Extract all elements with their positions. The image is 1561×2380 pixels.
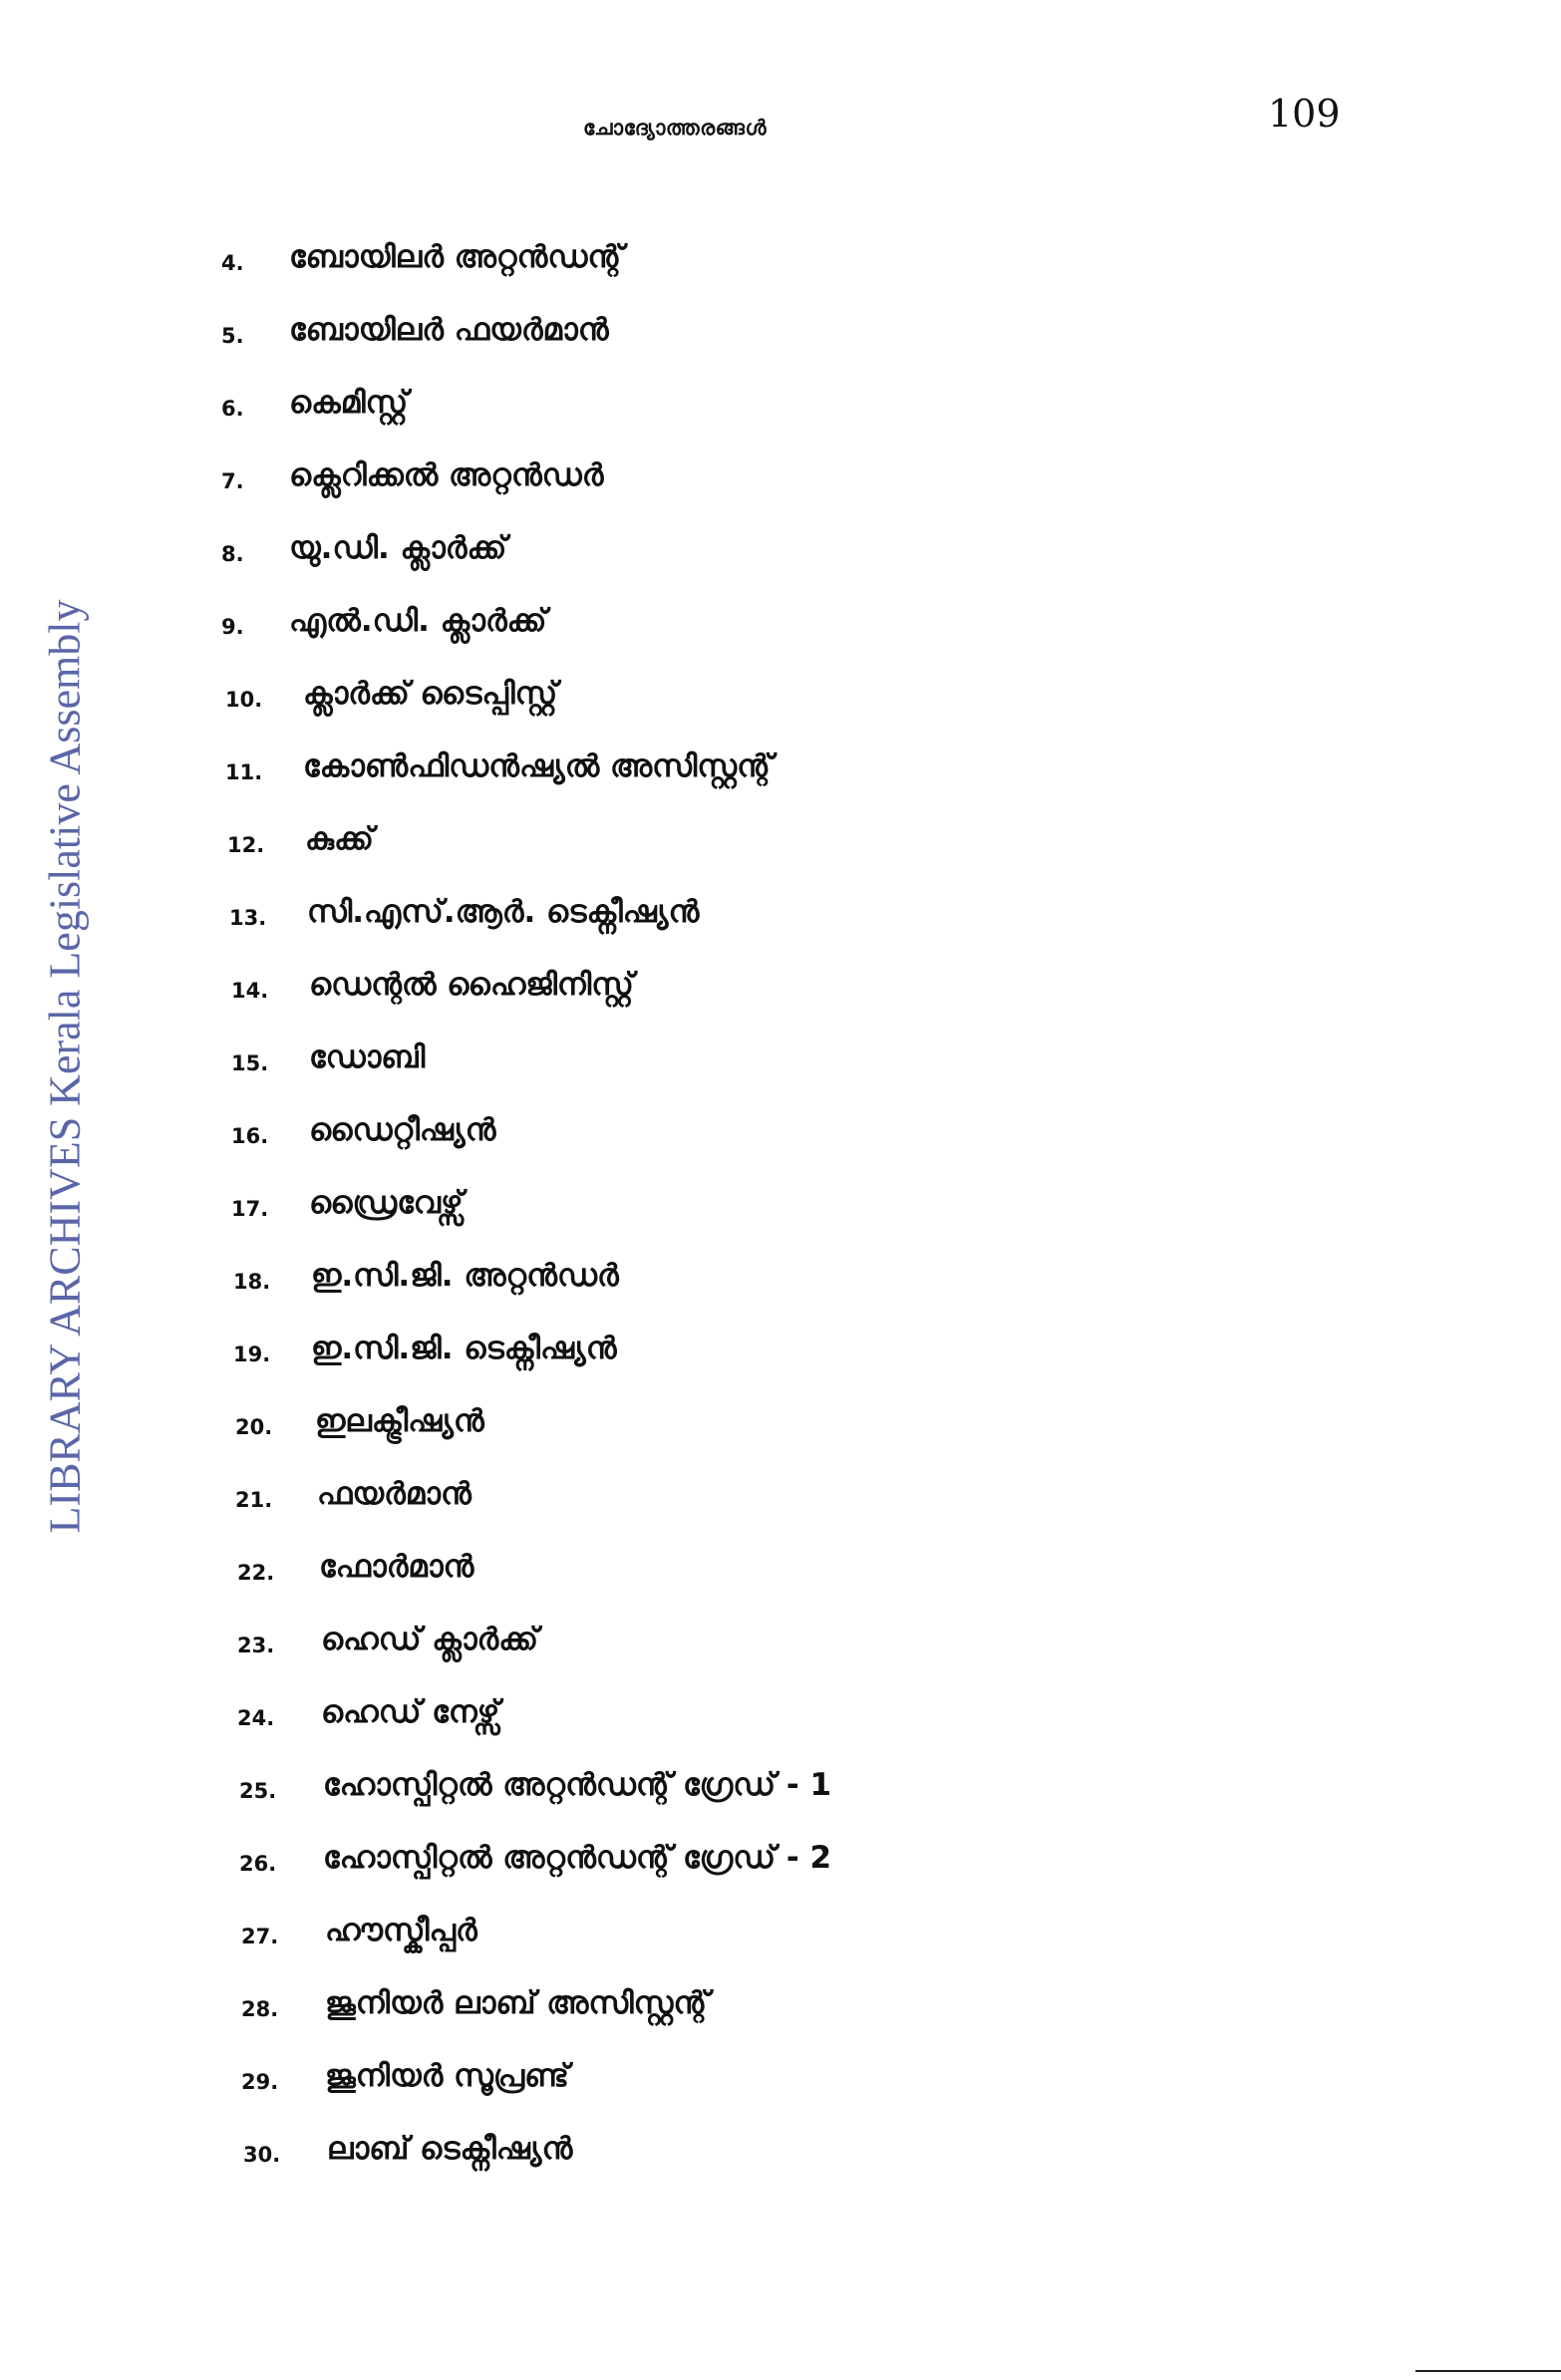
item-number: 15. bbox=[231, 1051, 269, 1075]
item-text: ഫയർമാൻ bbox=[317, 1476, 471, 1512]
item-text: ഡെന്റൽ ഹൈജിനിസ്റ്റ് bbox=[309, 967, 634, 1003]
item-text: ക്ലെറിക്കൽ അറ്റൻഡർ bbox=[289, 457, 604, 493]
item-number: 11. bbox=[225, 760, 263, 784]
item-text: എൽ.ഡി. ക്ലാർക്ക് bbox=[289, 603, 547, 639]
item-number: 4. bbox=[221, 251, 244, 275]
item-number: 5. bbox=[221, 324, 244, 348]
item-number: 22. bbox=[237, 1561, 275, 1585]
item-text: ഹെഡ് ക്ലാർക്ക് bbox=[321, 1622, 539, 1657]
item-text: ഇലക്ട്രീഷ്യൻ bbox=[315, 1403, 484, 1439]
item-text: ഡൈറ്റീഷ്യൻ bbox=[309, 1112, 496, 1148]
item-text: യു.ഡി. ക്ലാർക്ക് bbox=[289, 530, 507, 566]
item-text: ജൂനിയർ സൂപ്രണ്ട് bbox=[325, 2058, 569, 2094]
item-text: ജൂനിയർ ലാബ് അസിസ്റ്റന്റ് bbox=[325, 1985, 710, 2021]
item-number: 18. bbox=[233, 1270, 271, 1294]
item-number: 17. bbox=[231, 1197, 269, 1221]
item-text: ഹെഡ് നേഴ്സ് bbox=[321, 1694, 500, 1730]
running-head: ചോദ്യോത്തരങ്ങൾ bbox=[583, 116, 768, 140]
item-number: 7. bbox=[221, 469, 244, 493]
item-number: 26. bbox=[239, 1852, 277, 1876]
item-text: ലാബ് ടെക്നീഷ്യൻ bbox=[327, 2131, 573, 2167]
item-number: 16. bbox=[231, 1124, 269, 1148]
item-number: 29. bbox=[241, 2070, 279, 2094]
item-text: ബോയിലർ ഫയർമാൻ bbox=[289, 312, 609, 348]
item-text: ഡ്രൈവേഴ്സ് bbox=[309, 1185, 464, 1221]
item-number: 9. bbox=[221, 615, 244, 639]
item-text: ഫോർമാൻ bbox=[319, 1549, 474, 1585]
item-text: ഇ.സി.ജി. അറ്റൻഡർ bbox=[311, 1258, 619, 1294]
item-text: ഹൗസ്കീപ്പർ bbox=[325, 1913, 477, 1948]
watermark-text: LIBRARY ARCHIVES Kerala Legislative Assembly bbox=[40, 599, 90, 1534]
item-number: 27. bbox=[241, 1925, 279, 1948]
page-number: 109 bbox=[1268, 92, 1341, 136]
item-number: 30. bbox=[243, 2143, 281, 2167]
item-text: കുക്ക് bbox=[305, 821, 374, 857]
item-number: 19. bbox=[233, 1342, 271, 1366]
item-text: ഇ.സി.ജി. ടെക്നീഷ്യൻ bbox=[311, 1331, 617, 1366]
item-text: ഹോസ്പിറ്റൽ അറ്റൻഡന്റ് ഗ്രേഡ് - 2 bbox=[323, 1840, 832, 1876]
bottom-rule bbox=[1415, 2370, 1561, 2372]
item-number: 8. bbox=[221, 542, 244, 566]
item-text: ബോയിലർ അറ്റൻഡന്റ് bbox=[289, 239, 624, 275]
item-number: 6. bbox=[221, 397, 244, 421]
item-text: ക്ലാർക്ക് ടൈപ്പിസ്റ്റ് bbox=[303, 676, 558, 712]
item-number: 24. bbox=[237, 1706, 275, 1730]
item-number: 14. bbox=[231, 979, 269, 1003]
item-text: ഹോസ്പിറ്റൽ അറ്റൻഡന്റ് ഗ്രേഡ് - 1 bbox=[323, 1767, 832, 1803]
item-number: 20. bbox=[235, 1415, 273, 1439]
item-number: 25. bbox=[239, 1779, 277, 1803]
item-number: 13. bbox=[229, 906, 267, 930]
item-text: കെമിസ്റ്റ് bbox=[289, 385, 409, 421]
item-text: കോൺഫിഡൻഷ്യൽ അസിസ്റ്റന്റ് bbox=[303, 748, 774, 784]
item-number: 28. bbox=[241, 1997, 279, 2021]
item-text: സി.എസ്.ആർ. ടെക്നീഷ്യൻ bbox=[307, 894, 700, 930]
item-text: ഡോബി bbox=[309, 1040, 426, 1075]
item-number: 21. bbox=[235, 1488, 273, 1512]
item-number: 23. bbox=[237, 1634, 275, 1657]
item-number: 12. bbox=[227, 833, 265, 857]
item-number: 10. bbox=[225, 688, 263, 712]
